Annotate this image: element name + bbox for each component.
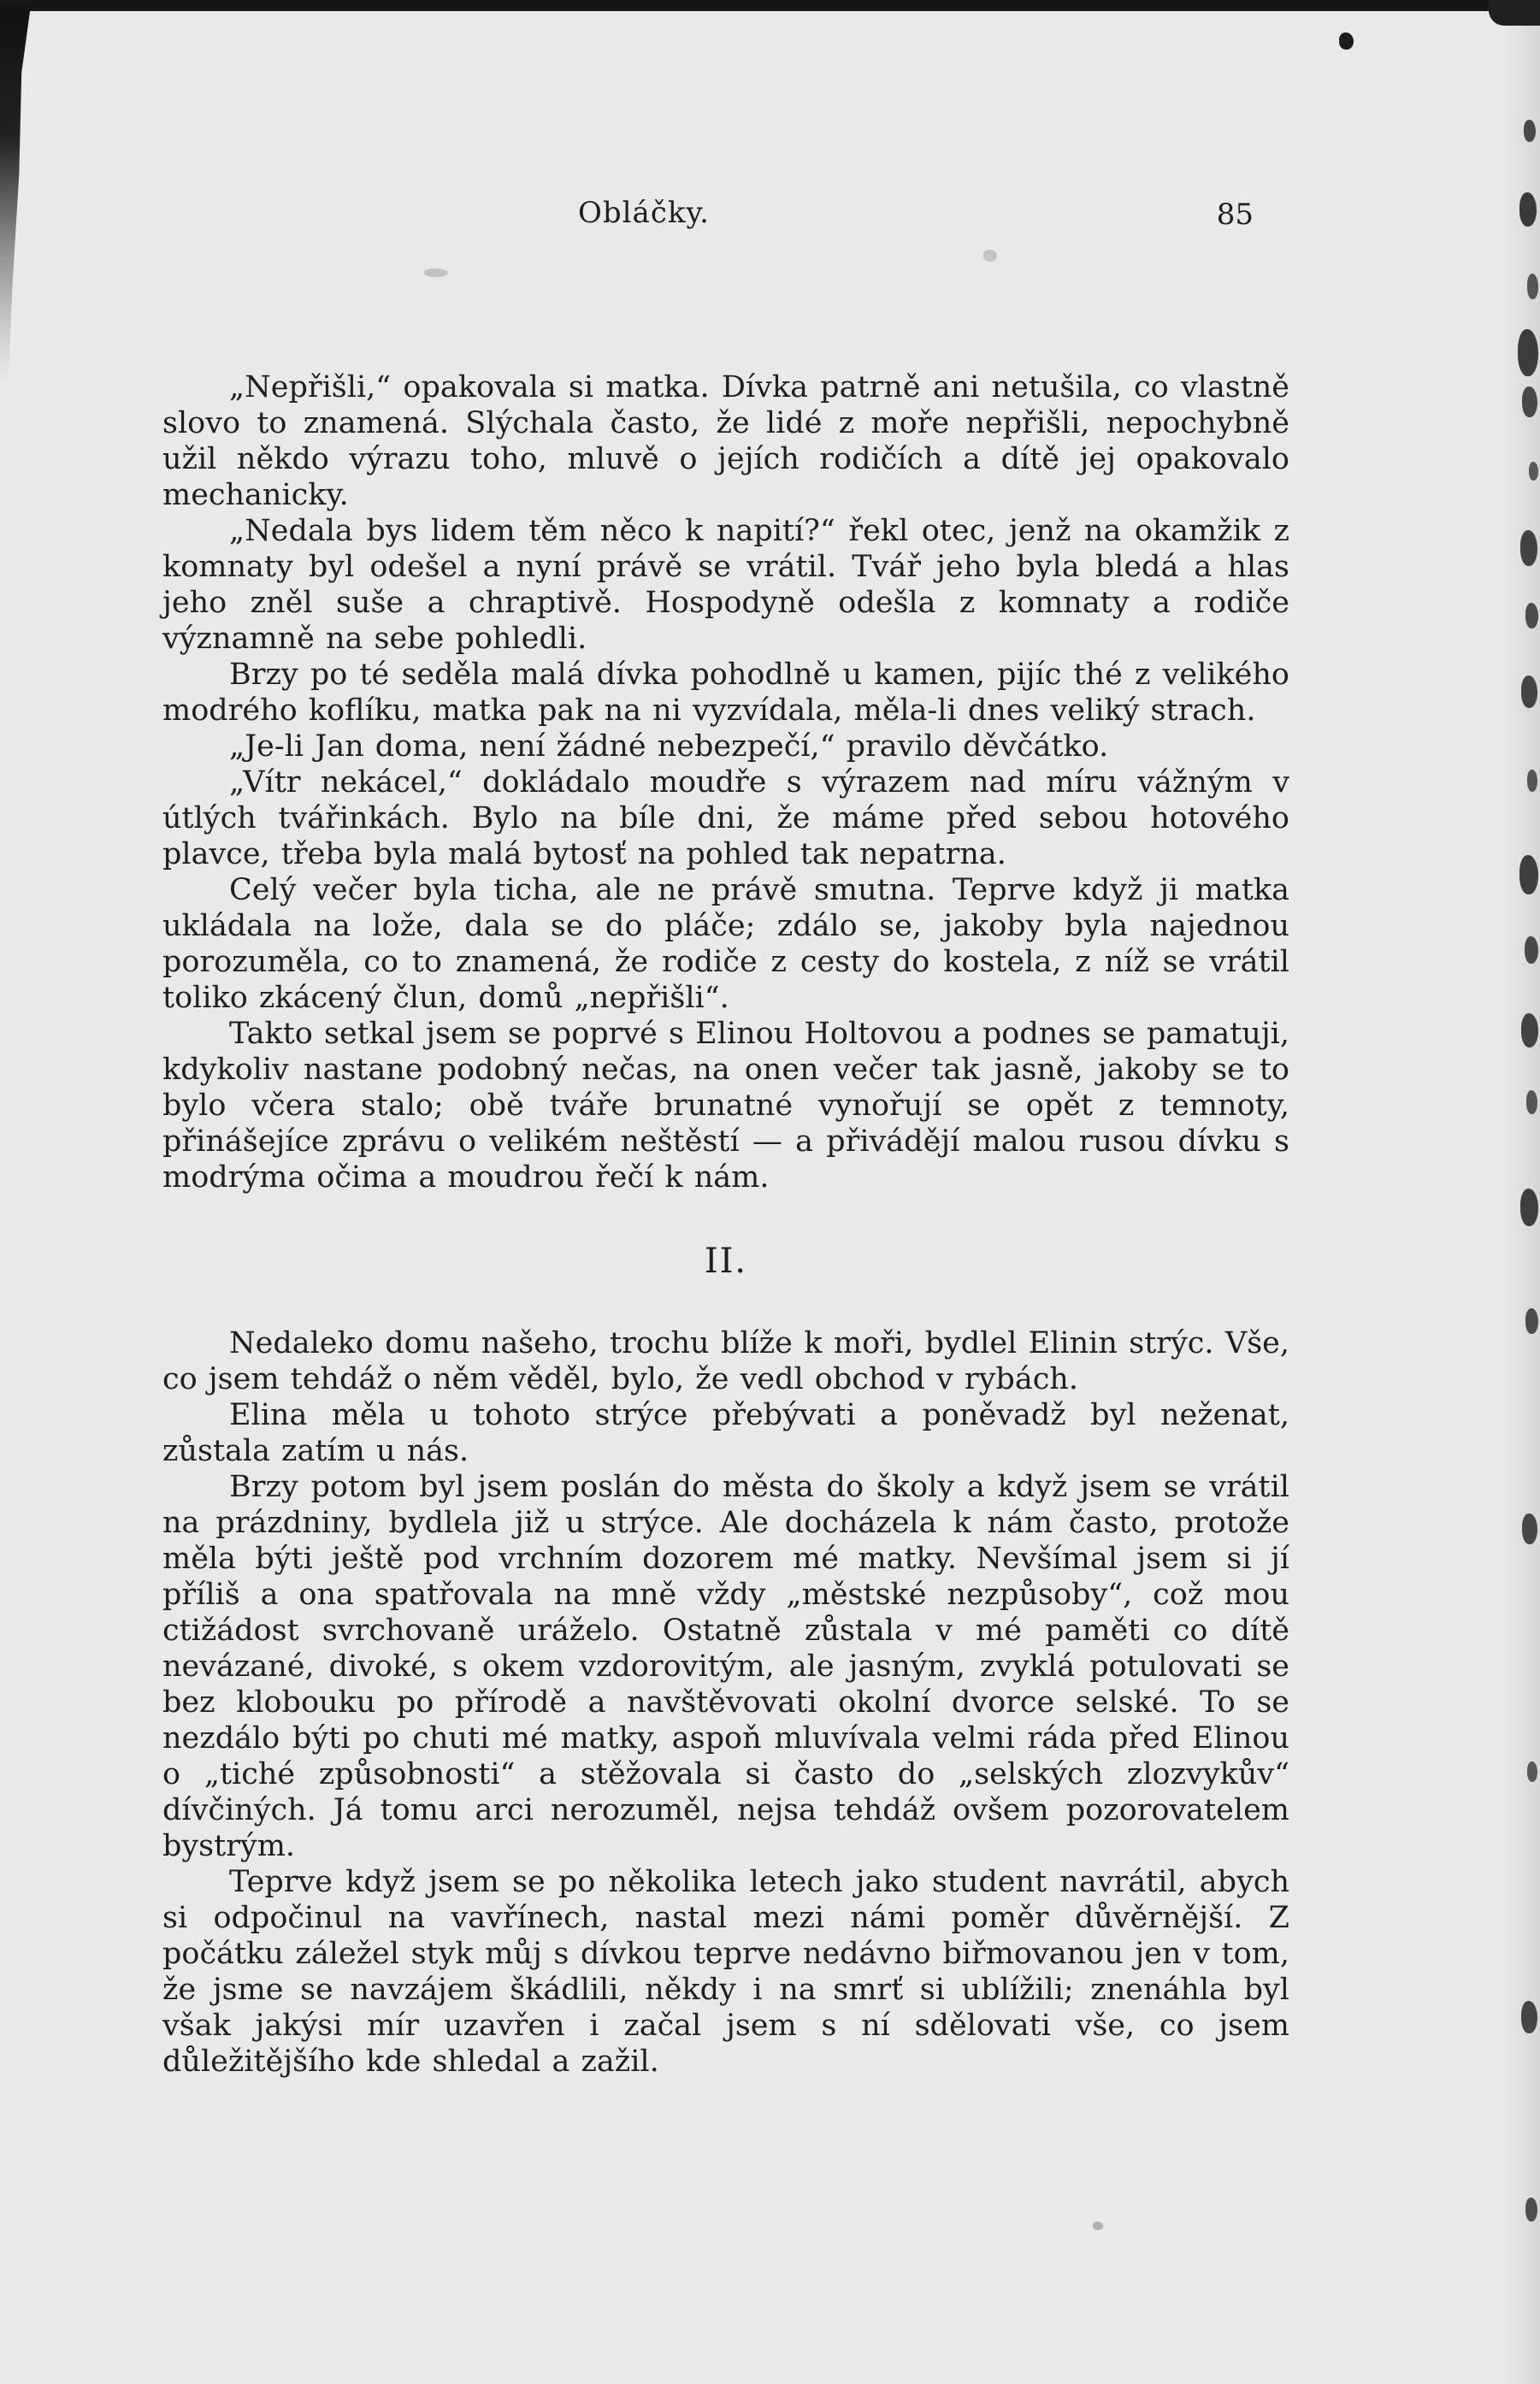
scan-artifact <box>1521 676 1537 708</box>
paragraph: Nedaleko domu našeho, trochu blíže k moři, bydlel Elinin strýc. Vše, co jsem tehdáž o něm věděl, bylo, že vedl obchod v rybách. <box>162 1326 1289 1396</box>
paragraph: Brzy po té seděla malá dívka pohodlně u kamen, pijíc thé z velikého modrého koflíku, matka pak na ni vyzvídala, měla-li dnes veliký strach. <box>162 658 1289 728</box>
scan-artifact <box>1524 120 1536 142</box>
scan-artifact <box>1519 192 1537 227</box>
scan-artifact <box>1527 274 1538 299</box>
paragraph: „Vítr nekácel,“ dokládalo moudře s výrazem nad míru vážným v útlých tvářinkách. Bylo na bíle dni, že máme před sebou hotového plavce, třeba byla malá bytosť na pohled tak nepatrna. <box>162 765 1289 871</box>
scan-artifact <box>983 250 997 262</box>
scan-artifact <box>1520 530 1537 566</box>
scan-artifact <box>1522 387 1537 417</box>
scan-artifact <box>1519 855 1538 894</box>
scan-artifact <box>1527 770 1537 792</box>
scan-artifact <box>1520 1189 1538 1226</box>
scan-artifact <box>1518 329 1538 376</box>
scan-artifact-left-wedge <box>0 5 31 381</box>
scan-artifact <box>1521 1013 1538 1047</box>
section-1 <box>162 369 1289 1195</box>
scan-artifact <box>1522 1514 1537 1544</box>
page-number: 85 <box>1216 198 1254 232</box>
paragraph: Teprve když jsem se po několika letech jako student navrátil, abych si odpočinul na vavřínech, nastal mezi námi poměr důvěrnější. Z počátku záležel styk můj s dívkou teprve nedávno biřmovanou jen v tom, že jsme se navzájem škádlili, někdy i na smrť si ublížili; znenáhla byl však jakýsi mír uzavřen i začal jsem s ní sdělovati vše, co jsem důležitějšího kde shledal a zažil. <box>162 1865 1289 2079</box>
scan-artifact-top-band <box>0 0 1540 11</box>
paragraph: „Nepřišli,“ opakovala si matka. Dívka patrně ani netušila, co vlastně slovo to znamená. Slýchala často, že lidé z moře nepřišli, nepochybně užil někdo výrazu toho, mluvě o jejích rodičích a dítě jej opakovalo mechanicky. <box>162 370 1289 512</box>
scan-artifact <box>1525 1308 1538 1334</box>
scan-artifact <box>1525 936 1538 964</box>
scan-artifact <box>1529 462 1538 481</box>
paragraph: Takto setkal jsem se poprvé s Elinou Holtovou a podnes se pamatuji, kdykoliv nastane podobný nečas, na onen večer tak jasně, jakoby se to bylo včera stalo; obě tváře brunatné vynořují se opět z temnoty, přinášejíce zprávu o velikém neštěstí — a přivádějí malou rusou dívku s modrýma očima a moudrou řečí k nám. <box>162 1017 1289 1195</box>
scan-artifact <box>1525 603 1538 628</box>
paragraph: „Je-li Jan doma, není žádné nebezpečí,“ pravilo děvčátko. <box>229 729 1109 764</box>
page-header <box>162 193 1288 233</box>
paragraph: Celý večer byla ticha, ale ne právě smutna. Teprve když ji matka ukládala na lože, dala se do pláče; zdálo se, jakoby byla najednou porozuměla, co to znamená, že rodiče z cesty do kostela, z níž se vrátil toliko zkácený člun, domů „nepřišli“. <box>162 873 1289 1015</box>
section-2 <box>162 1325 1289 2080</box>
scan-artifact <box>1525 2198 1537 2222</box>
scan-artifact <box>1521 2001 1537 2033</box>
running-title: Obláčky. <box>578 196 710 230</box>
page-text <box>162 369 1289 2080</box>
section-heading: II. <box>704 1242 748 1281</box>
paragraph: Brzy potom byl jsem poslán do města do školy a když jsem se vrátil na prázdniny, bydlela již u strýce. Ale docházela k nám často, protože měla býti ještě pod vrchním dozorem mé matky. Nevšímal jsem si jí příliš a ona spatřovala na mně vždy „městské nezpůsoby“, což mou ctižádost svrchovaně uráželo. Ostatně zůstala v mé paměti co dítě nevázané, divoké, s okem vzdorovitým, ale jasným, zvyklá potulovati se bez klobouku po přírodě a navštěvovati okolní dvorce selské. To se nezdálo býti po chuti mé matky, aspoň mluvívala velmi ráda před Elinou o „tiché způsobnosti“ a stěžovala si často do „selských zlozvykův“ dívčiných. Já tomu arci nerozuměl, nejsa tehdáž ovšem pozorovatelem bystrým. <box>162 1470 1289 1863</box>
scan-artifact <box>1339 32 1354 50</box>
scan-artifact <box>1093 2222 1103 2230</box>
scan-artifact <box>1526 1090 1537 1114</box>
paragraph: „Nedala bys lidem těm něco k napití?“ řekl otec, jenž na okamžik z komnaty byl odešel a nyní právě se vrátil. Tvář jeho byla bledá a hlas jeho zněl suše a chraptivě. Hospodyně odešla z komnaty a rodiče významně na sebe pohledli. <box>162 514 1289 656</box>
scan-artifact <box>424 268 448 277</box>
paragraph: Elina měla u tohoto strýce přebývati a poněvadž byl neženat, zůstala zatím u nás. <box>162 1398 1289 1468</box>
scan-artifact <box>1527 1761 1537 1782</box>
